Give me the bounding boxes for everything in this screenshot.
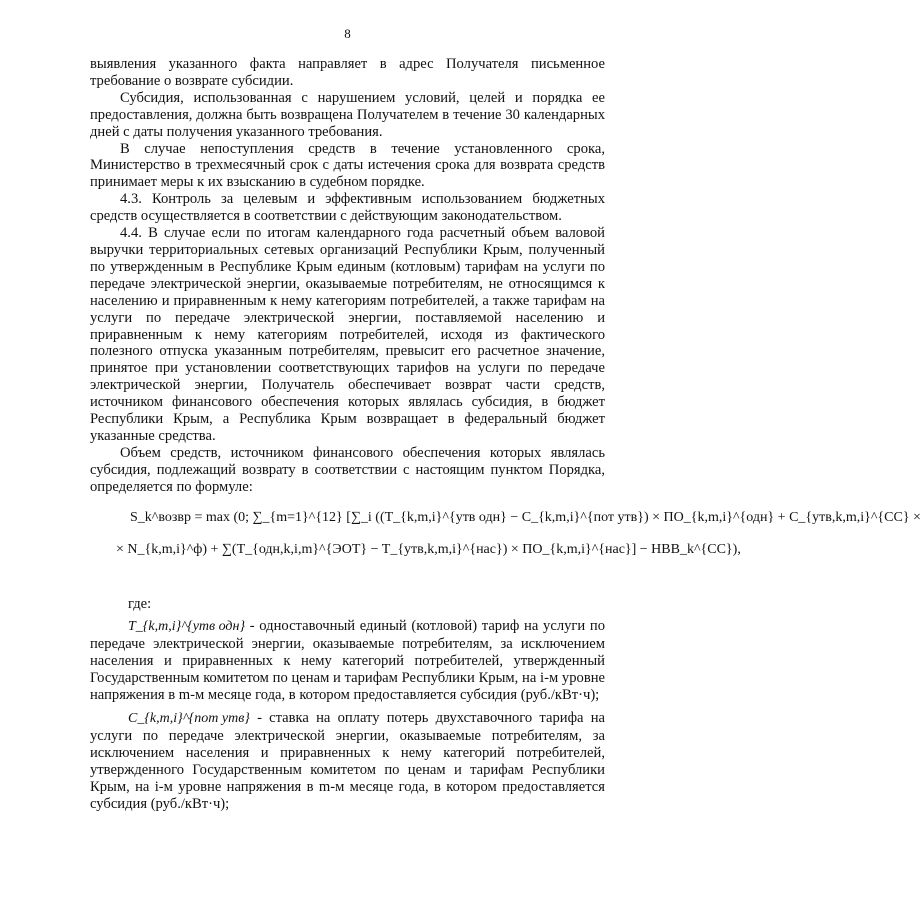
page-number: 8 xyxy=(344,26,351,41)
document-page xyxy=(90,0,921,905)
paragraph: Субсидия, использованная с нарушением условий, целей и порядка ее предоставления, должна быть возвращена Получателем в течение 30 календарных дней с даты получения указанного требования. xyxy=(90,89,605,140)
formula xyxy=(90,500,921,586)
where-label: где: xyxy=(128,595,152,612)
paragraph: 4.4. В случае если по итогам календарного года расчетный объем валовой выручки территориальных сетевых организаций Республики Крым, полученный по утвержденным в Республике Крым единым (котловым) тарифам на услуги по передаче электрической энергии, оказываемые потребителям, не относящимся к населению и приравненным к нему категориям потребителей, а также тарифам на услуги по передаче электрической энергии, поставляемой населению и приравненным к нему категориям потребителей, исходя из фактического полезного отпуска указанным потребителям, превысит его расчетное значение, принятое при установлении соответствующих тарифов на услуги по передаче электрической энергии, Получатель обеспечивает возврат части средств, источником финансового обеспечения которых являлась субсидия, в бюджет Республики Крым, а Республика Крым возвращает в федеральный бюджет указанные средства. xyxy=(90,225,605,444)
definition-text: - одноставочный единый (котловой) тариф на услуги по передаче электрической энергии, оказываемые потребителям, за исключением населения и приравненных к нему категорий потребителей, утвержденный Государственным комитетом по ценам и тарифам Республики Крым, на i-м уровне напряжения в m-м месяце года, в котором предоставляется субсидия (руб./кВт·ч); xyxy=(90,618,605,704)
definition-text: - ставка на оплату потерь двухставочного тарифа на услуги по передаче электрической энергии, оказываемые потребителям, за исключением населения и приравненных к нему категорий потребителей, утвержденного Государственным комитетом по ценам и тарифам Республики Крым, на i-м уровне напряжения в m-м месяце года, в котором предоставляется субсидия (руб./кВт·ч); xyxy=(90,710,605,812)
paragraph: Объем средств, источником финансового обеспечения которых являлась субсидия, подлежащий возврату в соответствии с настоящим пунктом Порядка, определяется по формуле: xyxy=(90,444,605,495)
paragraph: В случае непоступления средств в течение установленного срока, Министерство в трехмесячный срок с даты истечения срока для возврата средств принимает меры к их взысканию в судебном порядке. xyxy=(90,140,605,191)
formula-line-2: × N_{k,m,i}^ф) + ∑(T_{одн,k,i,m}^{ЭОТ} − T_{утв,k,m,i}^{нас}) × ПО_{k,m,i}^{нас}] − НВВ_k^{CC}), xyxy=(116,541,741,557)
paragraph: 4.3. Контроль за целевым и эффективным использованием бюджетных средств осуществляется в соответствии с действующим законодательством. xyxy=(90,191,605,225)
definition-symbol: T_{k,m,i}^{утв одн} xyxy=(128,619,246,635)
definition xyxy=(90,710,605,812)
definition xyxy=(90,618,605,704)
paragraph: выявления указанного факта направляет в адрес Получателя письменное требование о возврате субсидии. xyxy=(90,56,605,89)
definition-symbol: C_{k,m,i}^{пот утв} xyxy=(128,711,250,726)
document-body xyxy=(90,56,921,812)
formula-line-1: S_k^возвр = max (0; ∑_{m=1}^{12} [∑_i ((T_{k,m,i}^{утв одн} − C_{k,m,i}^{пот утв}) × ПО_{k,m,i}^{одн} + C_{утв,k,m,i}^{CC} × xyxy=(130,509,921,525)
